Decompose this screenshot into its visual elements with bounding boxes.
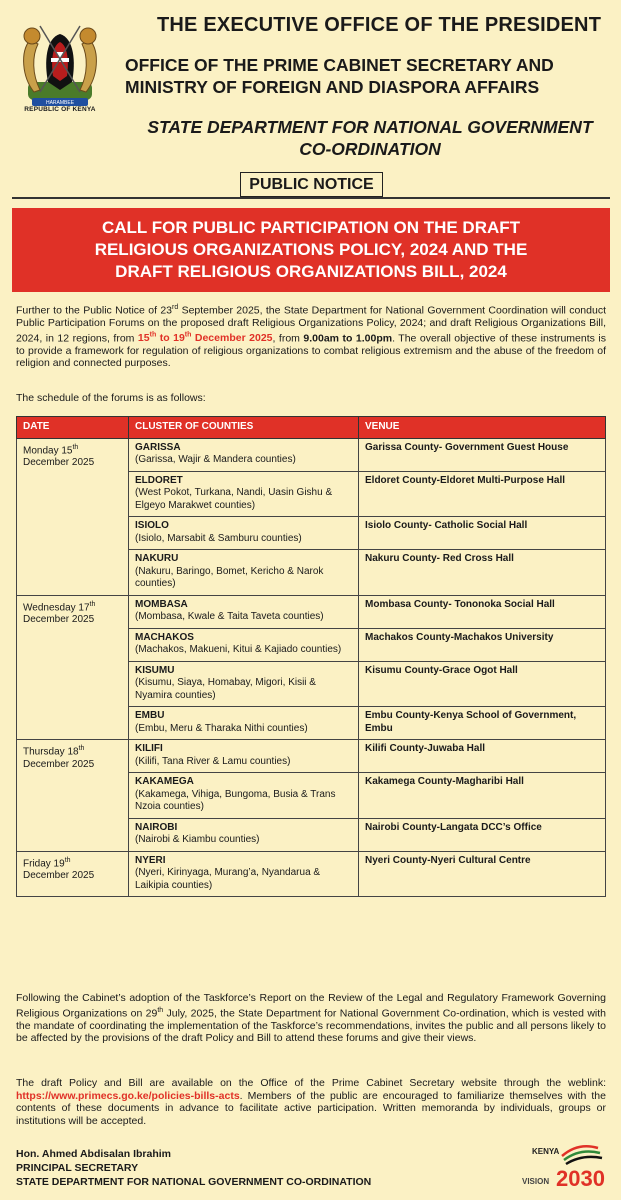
signature-block — [16, 1147, 371, 1189]
table-row — [17, 438, 606, 471]
venue-cell: Eldoret County-Eldoret Multi-Purpose Hall — [359, 471, 606, 517]
banner-line1: CALL FOR PUBLIC PARTICIPATION ON THE DRAFT — [101, 218, 521, 237]
department-title-line1: STATE DEPARTMENT FOR NATIONAL GOVERNMENT — [147, 117, 593, 137]
call-banner — [12, 208, 610, 292]
signatory-department: STATE DEPARTMENT FOR NATIONAL GOVERNMENT CO-ORDINATION — [16, 1176, 372, 1188]
cluster-cell: ELDORET (West Pokot, Turkana, Nandi, Uasin Gishu & Elgeyo Marakwet counties) — [129, 471, 359, 517]
cluster-cell: NYERI (Nyeri, Kirinyaga, Murang’a, Nyandarua & Laikipia counties) — [129, 851, 359, 897]
availability-paragraph: The draft Policy and Bill are available on the Office of the Prime Cabinet Secretary website through the weblink: https://www.primecs.go.ke/policies-bills-acts. Members of the public are encouraged to familiarize themselves with the contents of these documents in advance to facilitate active participation. Written memoranda by individuals, groups or institutions will be accepted. — [16, 1077, 606, 1127]
signatory-title: PRINCIPAL SECRETARY — [16, 1162, 139, 1174]
logo-vision: VISION — [522, 1177, 550, 1186]
cluster-cell: MOMBASA (Mombasa, Kwale & Taita Taveta counties) — [129, 595, 359, 628]
signatory-name: Hon. Ahmed Abdisalan Ibrahim — [16, 1148, 171, 1160]
schedule-intro: The schedule of the forums is as follows: — [16, 392, 206, 404]
crest-caption: REPUBLIC OF KENYA — [24, 106, 96, 113]
ministry-title-line1: OFFICE OF THE PRIME CABINET SECRETARY AND — [125, 55, 554, 75]
banner-line3: DRAFT RELIGIOUS ORGANIZATIONS BILL, 2024 — [115, 262, 507, 281]
venue-cell: Nairobi County-Langata DCC’s Office — [359, 818, 606, 851]
venue-cell: Kilifi County-Juwaba Hall — [359, 740, 606, 773]
table-row — [17, 595, 606, 628]
ministry-title-line2: MINISTRY OF FOREIGN AND DIASPORA AFFAIRS — [125, 77, 540, 97]
ministry-title — [125, 54, 615, 98]
venue-cell: Mombasa County- Tononoka Social Hall — [359, 595, 606, 628]
table-header-row — [17, 417, 606, 439]
cluster-cell: MACHAKOS (Machakos, Makueni, Kitui & Kajiado counties) — [129, 628, 359, 661]
date-cell: Friday 19th December 2025 — [17, 851, 129, 897]
cluster-cell: NAIROBI (Nairobi & Kiambu counties) — [129, 818, 359, 851]
schedule-table — [16, 416, 606, 897]
venue-cell: Garissa County- Government Guest House — [359, 438, 606, 471]
venue-cell: Embu County-Kenya School of Government, Embu — [359, 707, 606, 740]
kenya-vision-2030-logo-icon — [520, 1140, 612, 1190]
logo-year: 2030 — [556, 1166, 605, 1190]
time-highlight: 9.00am to 1.00pm — [303, 332, 393, 345]
table-row — [17, 740, 606, 773]
cabinet-paragraph: Following the Cabinet’s adoption of the Taskforce’s Report on the Review of the Legal and Regulatory Framework Governing Religious Organizations on 29th July, 2025, the State Department for National Government Co-ordination, which is vested with the mandate of coordinating the implementation of the Taskforce’s recommendations, invites the public and all persons likely to be affected by the provisions of the draft Policy and Bill to attend these forums and give their views. — [16, 992, 606, 1045]
venue-cell: Machakos County-Machakos University — [359, 628, 606, 661]
date-cell: Thursday 18th December 2025 — [17, 740, 129, 852]
cluster-cell: NAKURU (Nakuru, Baringo, Bomet, Kericho & Narok counties) — [129, 550, 359, 596]
date-cell: Monday 15th December 2025 — [17, 438, 129, 595]
header-date: DATE — [17, 417, 129, 439]
office-title: THE EXECUTIVE OFFICE OF THE PRESIDENT — [157, 14, 602, 36]
date-range-highlight: 15th to 19th December 2025 — [137, 331, 273, 345]
venue-cell: Nyeri County-Nyeri Cultural Centre — [359, 851, 606, 897]
weblink[interactable]: https://www.primecs.go.ke/policies-bills-acts — [16, 1089, 240, 1102]
date-cell: Wednesday 17th December 2025 — [17, 595, 129, 740]
header-cluster: CLUSTER OF COUNTIES — [129, 417, 359, 439]
venue-cell: Nakuru County- Red Cross Hall — [359, 550, 606, 596]
cluster-cell: KILIFI (Kilifi, Tana River & Lamu counties) — [129, 740, 359, 773]
cluster-cell: KAKAMEGA (Kakamega, Vihiga, Bungoma, Busia & Trans Nzoia counties) — [129, 773, 359, 819]
venue-cell: Isiolo County- Catholic Social Hall — [359, 517, 606, 550]
svg-text:HARAMBEE: HARAMBEE — [45, 100, 75, 106]
table-row — [17, 851, 606, 897]
department-title — [125, 116, 615, 160]
department-title-line2: CO-ORDINATION — [299, 139, 441, 159]
header-venue: VENUE — [359, 417, 606, 439]
public-notice-label: PUBLIC NOTICE — [240, 172, 383, 197]
cluster-cell: EMBU (Embu, Meru & Tharaka Nithi counties) — [129, 707, 359, 740]
cluster-cell: ISIOLO (Isiolo, Marsabit & Samburu counties) — [129, 517, 359, 550]
venue-cell: Kisumu County-Grace Ogot Hall — [359, 661, 606, 707]
venue-cell: Kakamega County-Magharibi Hall — [359, 773, 606, 819]
logo-kenya: KENYA — [532, 1147, 560, 1156]
cluster-cell: GARISSA (Garissa, Wajir & Mandera counties) — [129, 438, 359, 471]
cluster-cell: KISUMU (Kisumu, Siaya, Homabay, Migori, Kisii & Nyamira counties) — [129, 661, 359, 707]
header-divider — [12, 197, 610, 199]
banner-line2: RELIGIOUS ORGANIZATIONS POLICY, 2024 AND THE — [94, 240, 528, 259]
intro-paragraph: Further to the Public Notice of 23rd September 2025, the State Department for National Government Coordination will conduct Public Participation Forums on the proposed draft Religious Organizations Policy, 2024; and draft Religious Organizations Bill, 2024, in 12 regions, from 15th to 19th December 2025, from 9.00am to 1.00pm. The overall objective of these instruments is to provide a framework for regulation of religious organizations to combat religious extremism and the abuse of the freedom of religion and connected purposes. — [16, 304, 606, 370]
